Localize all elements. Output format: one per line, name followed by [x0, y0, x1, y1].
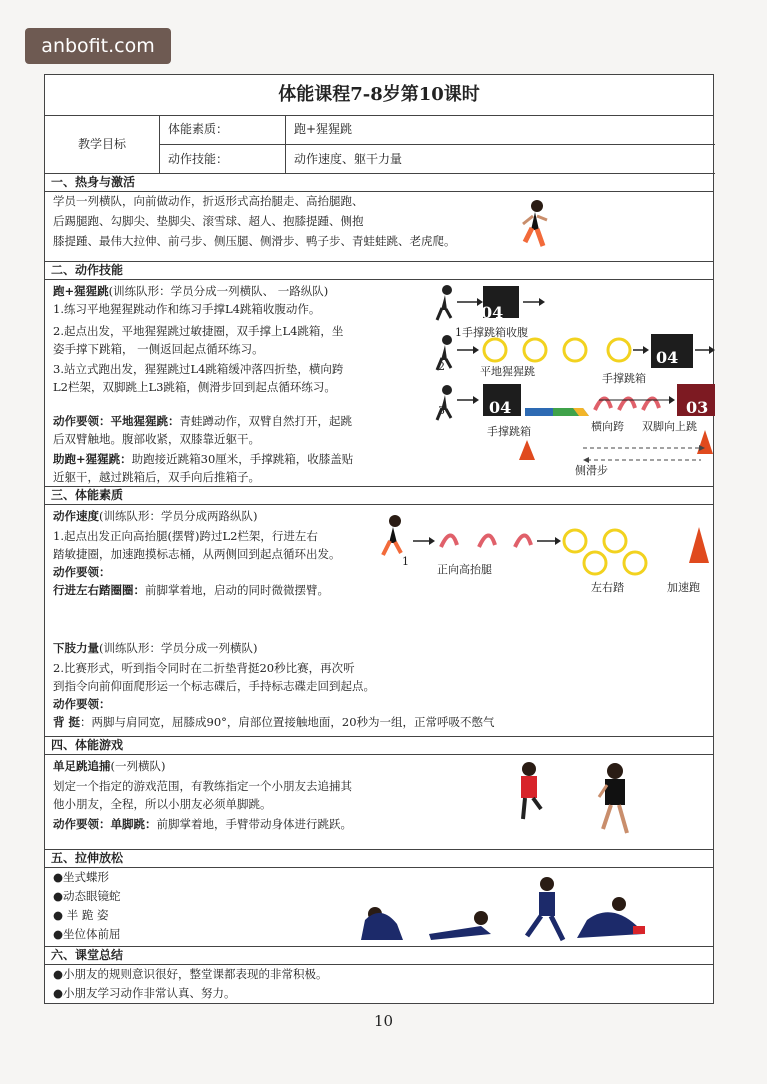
goal-value-1: 跑+猩猩跳 [286, 115, 715, 145]
box-number: 03 [686, 398, 709, 417]
box-number: 04 [489, 398, 512, 417]
fitness-req: 行进左右踏圈圈：前脚掌着地，启动的同时微微摆臂。 [53, 583, 329, 597]
section-warmup-header: 一、热身与激活 [45, 174, 713, 192]
diagram-label: 正向高抬腿 [437, 563, 492, 576]
goal-key-2: 动作技能： [160, 145, 286, 174]
page-number: 10 [373, 1012, 394, 1030]
fitness-line: 到指令向前仰面爬形运一个标志碟后，手持标志碟走回到起点。 [53, 679, 375, 693]
diagram-label: 手撑跳箱 [487, 425, 531, 438]
diagram-label: 横向跨 [591, 420, 624, 433]
fitness-line: 踏敏捷圈，加速跑摸标志桶，从两侧回到起点循环出发。 [53, 547, 341, 561]
goal-value-2: 动作速度、躯干力量 [286, 145, 715, 174]
page-title: 体能课程7-8岁第10课时 [45, 75, 713, 116]
game-req: 动作要领：单脚跳：前脚掌着地，手臂带动身体进行跳跃。 [53, 817, 352, 831]
diagram-label: 1手撑跳箱收腹 [455, 326, 528, 339]
stretch-item: ● 半 跪 姿 [53, 908, 109, 922]
stretch-item: ●坐位体前屈 [53, 927, 121, 941]
warmup-line: 学员一列横队，向前做动作，折返形式高抬腿走、高抬腿跑、 [53, 194, 364, 208]
box-number: 04 [481, 303, 504, 322]
runner-figure [437, 285, 452, 320]
section-fitness-header: 三、体能素质 [45, 487, 713, 505]
section-stretch-header: 五、拉伸放松 [45, 850, 713, 868]
diagram-number: 2 [438, 360, 445, 373]
summary-item: ●小朋友的规则意识很好，整堂课都表现的非常积极。 [53, 967, 328, 981]
section-skills-header: 二、动作技能 [45, 262, 713, 280]
hopping-children-photo [507, 759, 647, 845]
summary-item: ●小朋友学习动作非常认真、努力。 [53, 986, 236, 1000]
section-fitness-body [45, 505, 713, 737]
diagram-label: 侧滑步 [575, 464, 608, 477]
section-warmup-body [45, 192, 713, 262]
diagram-label: 双脚向上跳 [642, 420, 697, 433]
section-stretch-body [45, 868, 713, 947]
diagram-label: 手撑跳箱 [602, 372, 646, 385]
fitness-req2-key: 动作要领： [53, 697, 111, 711]
skills-line: 1.练习平地猩猩跳动作和练习手撑L4跳箱收腹动作。 [53, 302, 321, 316]
skills-req-2b: 近躯干，越过跳箱后，双手向后推箱子。 [53, 470, 260, 484]
game-line: 划定一个指定的游戏范围，有教练指定一个小朋友去追捕其 [53, 779, 352, 793]
diagram-number: 3 [438, 404, 445, 417]
diagram-label: 平地猩猩跳 [480, 365, 535, 378]
fitness-line: 2.比赛形式，听到指令同时在二折垫背挺20秒比赛，再次听 [53, 661, 355, 675]
skills-subtitle: 跑+猩猩跳(训练队形：学员分成一列横队、 一路纵队) [53, 284, 329, 298]
goal-label: 教学目标 [45, 115, 160, 174]
watermark-badge: anbofit.com [25, 28, 171, 64]
skills-line: 3.站立式跑出发，猩猩跳过L4跳箱缓冲落四折垫，横向跨 [53, 362, 344, 376]
game-line: 他小朋友，全程，所以小朋友必须单脚跳。 [53, 797, 272, 811]
fitness-req2: 背 挺：两脚与肩同宽，屈膝成90°，肩部位置接触地面，20秒为一组，正常呼吸不憋气 [53, 715, 495, 729]
skills-line: 2.起点出发，平地猩猩跳过敏捷圈，双手撑上L4跳箱，坐 [53, 324, 344, 338]
skills-course-diagram [433, 280, 715, 487]
skills-line: 姿手撑下跳箱， 一侧返回起点循环练习。 [53, 342, 264, 356]
lesson-plan-sheet [44, 74, 714, 1004]
section-summary-header: 六、课堂总结 [45, 947, 713, 965]
diagram-number: 1 [402, 555, 409, 568]
skills-req-2: 助跑+猩猩跳：助跑接近跳箱30厘米，手撑跳箱，收膝盖贴 [53, 452, 354, 466]
stretch-item: ●动态眼镜蛇 [53, 889, 121, 903]
section-summary-body [45, 965, 713, 1003]
stretch-item: ●坐式蝶形 [53, 870, 110, 884]
stretch-poses-photo [351, 874, 651, 946]
fitness-subtitle-2: 下肢力量(训练队形：学员分成一列横队) [53, 641, 258, 655]
skills-req-1b: 后双臂触地。腹部收紧，双膝靠近躯干。 [53, 432, 260, 446]
game-subtitle: 单足跳追捕(一列横队) [53, 759, 166, 773]
goal-key-1: 体能素质： [160, 115, 286, 145]
skills-line: L2栏架，双脚跳上L3跳箱，侧滑步回到起点循环练习。 [53, 380, 336, 394]
warmup-line: 膝提踵、最伟大拉伸、前弓步、侧压腿、侧滑步、鸭子步、青蛙蛙跳、老虎爬。 [53, 234, 456, 248]
diagram-label: 左右踏 [591, 581, 624, 594]
fitness-req-key: 动作要领： [53, 565, 111, 579]
running-child-figure [517, 198, 553, 254]
diagram-label: 加速跑 [667, 581, 700, 594]
warmup-line: 后踢腿跑、勾脚尖、垫脚尖、滚雪球、超人、抱膝提踵、侧抱 [53, 214, 364, 228]
speed-course-diagram [379, 513, 715, 593]
box-number: 04 [656, 348, 679, 367]
section-skills-body [45, 280, 713, 487]
fitness-line: 1.起点出发正向高抬腿(摆臂)跨过L2栏架，行进左右 [53, 529, 318, 543]
skills-req-1: 动作要领：平地猩猩跳：青蛙蹲动作，双臂自然打开，起跳 [53, 414, 352, 428]
section-game-header: 四、体能游戏 [45, 737, 713, 755]
fitness-subtitle-1: 动作速度(训练队形：学员分成两路纵队) [53, 509, 258, 523]
section-game-body [45, 755, 713, 850]
